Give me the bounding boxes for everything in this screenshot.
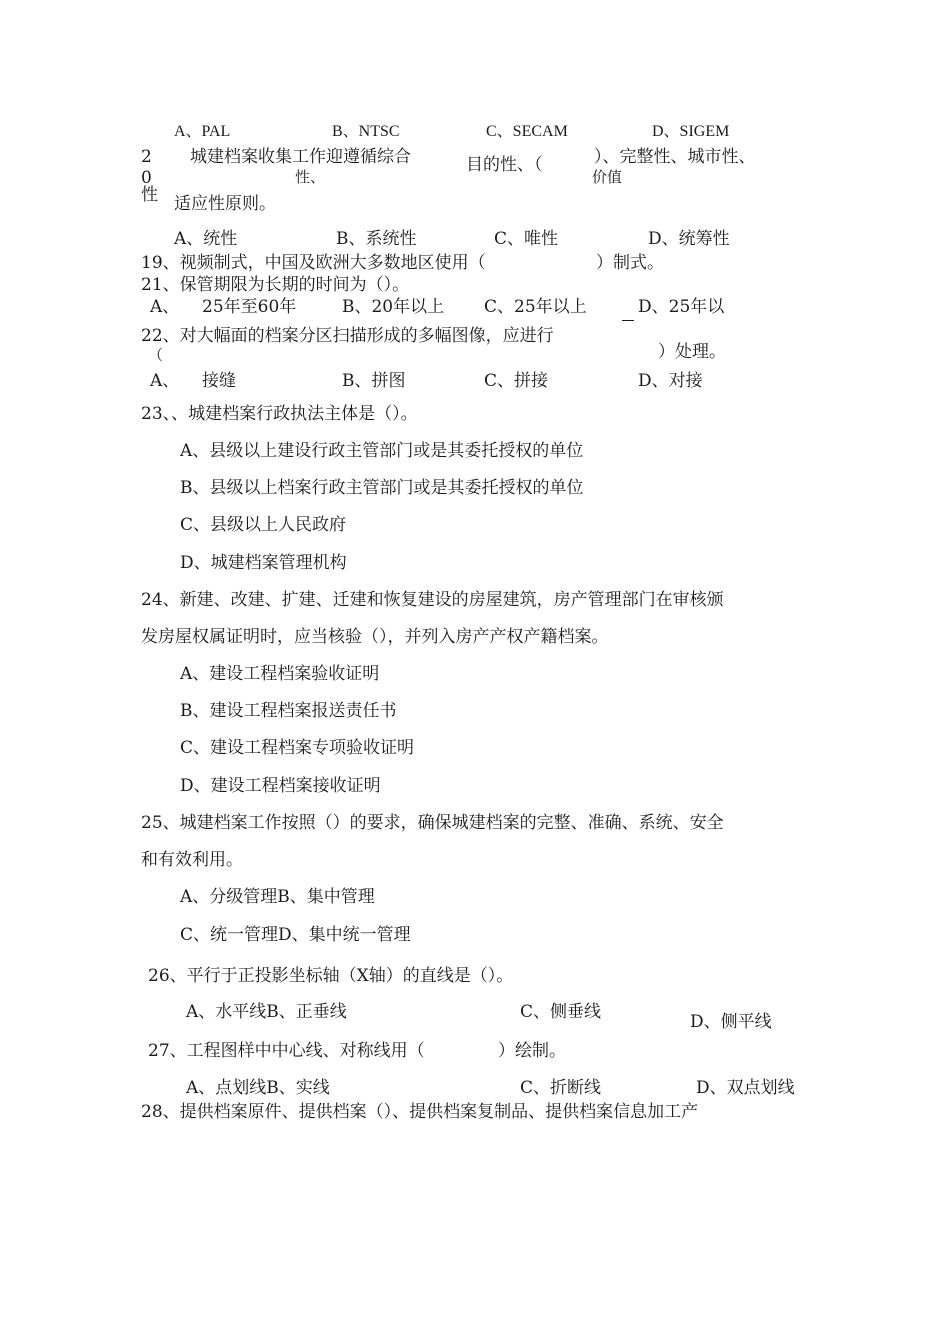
- option-a: A、PAL: [174, 123, 231, 140]
- option-d: D、SIGEM: [652, 123, 730, 140]
- q23-text: 23、、城建档案行政执法主体是（）。: [141, 404, 418, 424]
- q21-option-c: C、25年以上: [484, 297, 587, 317]
- option-c: C、SECAM: [486, 123, 568, 140]
- q20-text-3: ）、完整性、城市性、: [594, 147, 756, 167]
- q20-text-1: 城建档案收集工作迎遵循综合: [190, 147, 411, 167]
- q20-number-bottom: 0: [141, 168, 152, 188]
- q25-option-cd: C、统一管理D、集中统一管理: [180, 925, 411, 945]
- q22-text-end: ）处理。: [658, 342, 726, 362]
- q27-option-ab: A、点划线B、实线: [186, 1078, 330, 1098]
- q27-option-d: D、双点划线: [696, 1078, 795, 1098]
- q22-option-b: B、拼图: [342, 371, 406, 391]
- q26-text: 26、平行于正投影坐标轴（X轴）的直线是（）。: [148, 966, 514, 986]
- q24-line-2: 发房屋权属证明时，应当核验（），并列入房产产权产籍档案。: [141, 627, 609, 647]
- q22-option-a: 接缝: [202, 371, 236, 391]
- q23-option-c: C、县级以上人民政府: [180, 515, 347, 535]
- q21-text: 21、保管期限为长期的时间为（）。: [141, 275, 410, 295]
- q28-text: 28、提供档案原件、提供档案（）、提供档案复制品、提供档案信息加工产: [141, 1102, 699, 1122]
- q21-option-a: 25年至60年: [202, 297, 297, 317]
- q19-text-end: ）制式。: [596, 253, 664, 273]
- q26-option-d: D、侧平线: [690, 1012, 772, 1032]
- q20-number-tail: 性: [141, 185, 158, 205]
- q23-option-a: A、县级以上建设行政主管部门或是其委托授权的单位: [180, 441, 584, 461]
- q27-option-c: C、折断线: [520, 1078, 602, 1098]
- q20-text-4: 适应性原则。: [174, 194, 276, 214]
- q22-text: 22、对大幅面的档案分区扫描形成的多幅图像，应进行: [141, 326, 554, 346]
- q20-text-2: 目的性、（: [466, 155, 543, 175]
- q20-option-d: D、统筹性: [648, 229, 730, 249]
- q20-text-3-sub: 价值: [592, 168, 623, 186]
- q23-option-b: B、县级以上档案行政主管部门或是其委托授权的单位: [180, 478, 584, 498]
- q26-option-c: C、侧垂线: [520, 1002, 602, 1022]
- q26-option-ab: A、水平线B、正垂线: [186, 1002, 347, 1022]
- q21-fragment-mark: [622, 320, 634, 321]
- q20-option-b: B、系统性: [336, 229, 417, 249]
- q21-option-d: D、25年以: [638, 297, 725, 317]
- q20-number-top: 2: [141, 147, 152, 167]
- q24-option-d: D、建设工程档案接收证明: [180, 776, 381, 796]
- q27-text-end: ）绘制。: [498, 1041, 566, 1061]
- q22-option-d: D、对接: [638, 371, 703, 391]
- q20-text-1-sub: 性、: [295, 168, 326, 186]
- q24-line-1: 24、新建、改建、扩建、迁建和恢复建设的房屋建筑，房产管理部门在审核颁: [141, 590, 724, 610]
- q22-option-c: C、拼接: [484, 371, 549, 391]
- q24-option-a: A、建设工程档案验收证明: [180, 664, 380, 684]
- q20-option-a: A、统性: [174, 229, 238, 249]
- q21-option-b: B、20年以上: [342, 297, 445, 317]
- option-b: B、NTSC: [332, 123, 400, 140]
- q20-option-c: C、唯性: [494, 229, 559, 249]
- q21-option-a-label: A、: [150, 297, 180, 317]
- q23-option-d: D、城建档案管理机构: [180, 553, 347, 573]
- q25-line-1: 25、城建档案工作按照（）的要求，确保城建档案的完整、准确、系统、安全: [141, 813, 724, 833]
- q24-option-b: B、建设工程档案报送责任书: [180, 701, 397, 721]
- q24-option-c: C、建设工程档案专项验收证明: [180, 738, 415, 758]
- q22-option-a-label: A、: [150, 371, 180, 391]
- q22-paren-open: （: [148, 346, 164, 364]
- q19-text: 19、视频制式，中国及欧洲大多数地区使用（: [141, 253, 486, 273]
- q27-text: 27、工程图样中中心线、对称线用（: [148, 1041, 425, 1061]
- q25-option-ab: A、分级管理B、集中管理: [180, 887, 375, 907]
- q25-line-2: 和有效利用。: [141, 850, 243, 870]
